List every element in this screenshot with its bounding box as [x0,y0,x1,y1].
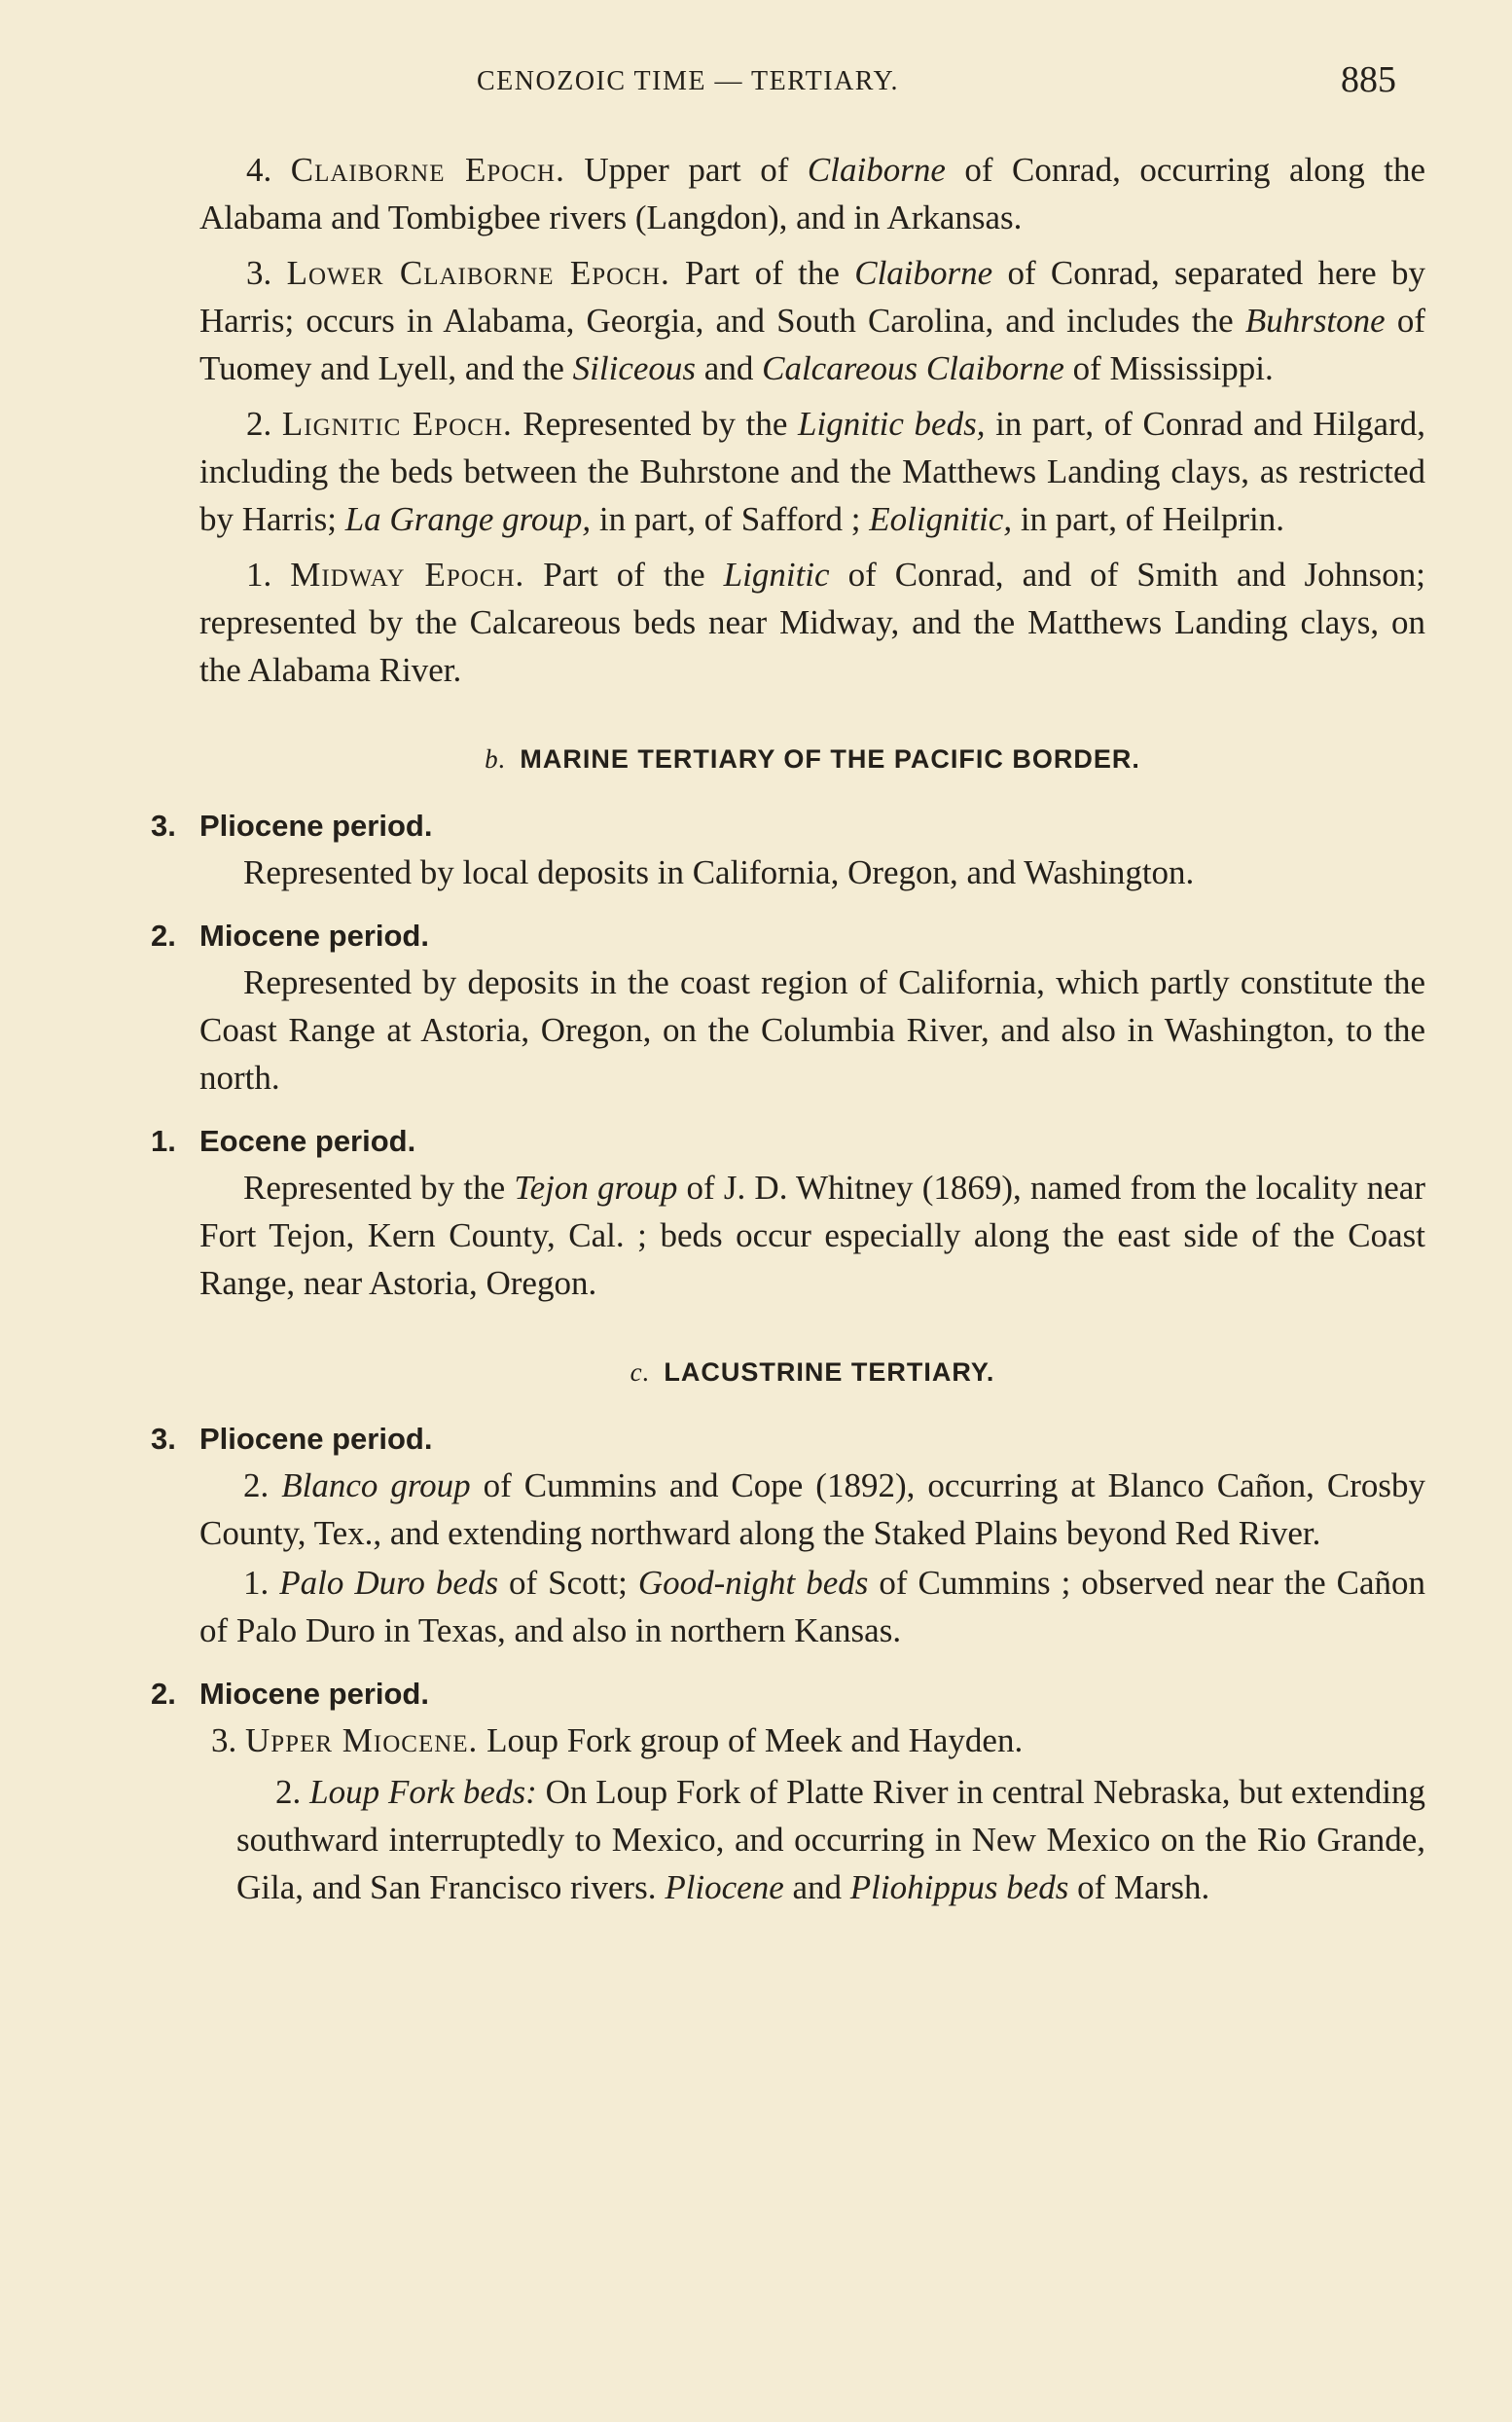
page-number: 885 [1341,59,1396,100]
epoch-paragraph: 3. Lower Claiborne Epoch. Part of the Claiborne of Conrad, separated here by Harris; occurs in Alabama, Georgia, and South Carolina, and includes the Buhrstone of Tuomey and Lyell, and the Siliceous and Calcareous Claiborne of Mississippi. [199,254,1426,387]
epoch-name: Lower Claiborne Epoch. [286,254,670,292]
period-heading: 1. Eocene period. [151,1124,416,1158]
group-description: 2. Blanco group of Cummins and Cope (1892), occurring at Blanco Cañon, Crosby County, Tex., and extending northward along the Staked Plains beyond Red River. [199,1466,1425,1552]
period-description: Represented by deposits in the coast region of California, which partly constitute the Coast Range at Astoria, Oregon, on the Columbia River, and also in Washington, to the north. [199,963,1425,1097]
running-head: CENOZOIC TIME — TERTIARY. [477,66,900,96]
epoch-paragraph: 4. Claiborne Epoch. Upper part of Claiborne of Conrad, occurring along the Alabama and Tombigbee rivers (Langdon), and in Arkansas. [199,151,1426,236]
section-heading-lacustrine: c. LACUSTRINE TERTIARY. [630,1357,995,1387]
page-header [0,58,1512,107]
period-description: Represented by the Tejon group of J. D. Whitney (1869), named from the locality near Fort Tejon, Kern County, Cal. ; beds occur especially along the east side of the Coast Range, near Astoria, Oregon. [199,1169,1425,1302]
epoch-paragraph: 2. Lignitic Epoch. Represented by the Lignitic beds, in part, of Conrad and Hilgard, including the beds between the Buhrstone and the Matthews Landing clays, as restricted by Harris; La Grange group, in part, of Safford ; Eolignitic, in part, of Heilprin. [199,405,1426,538]
page-body [151,146,1426,1911]
group-description: 1. Palo Duro beds of Scott; Good-night beds of Cummins ; observed near the Cañon of Palo Duro in Texas, and also in northern Kansas. [199,1564,1425,1649]
period-heading: 3. Pliocene period. [151,809,433,843]
epoch-name: Lignitic Epoch. [281,405,513,443]
epoch-paragraph: 1. Midway Epoch. Part of the Lignitic of Conrad, and of Smith and Johnson; represented by the Calcareous beds near Midway, and the Matthews Landing clays, on the Alabama River. [199,556,1425,689]
period-heading: 2. Miocene period. [151,919,429,953]
section-heading-marine-pacific: b. MARINE TERTIARY OF THE PACIFIC BORDER. [485,744,1140,774]
subperiod-heading: 3. Upper Miocene. Loup Fork group of Meek and Hayden. [211,1721,1024,1759]
loup-fork-block [199,1768,1425,1911]
epoch-name: Claiborne Epoch. [290,151,565,189]
group-description: 2. Loup Fork beds: On Loup Fork of Platte River in central Nebraska, but extending southward interruptedly to Mexico, and occurring in New Mexico on the Rio Grande, Gila, and San Francisco rivers. Pliocene and Pliohippus beds of Marsh. [236,1773,1425,1906]
epoch-name: Midway Epoch. [290,556,525,594]
period-heading: 2. Miocene period. [151,1677,429,1711]
period-description: Represented by local deposits in California, Oregon, and Washington. [243,853,1195,891]
period-heading: 3. Pliocene period. [151,1422,433,1456]
